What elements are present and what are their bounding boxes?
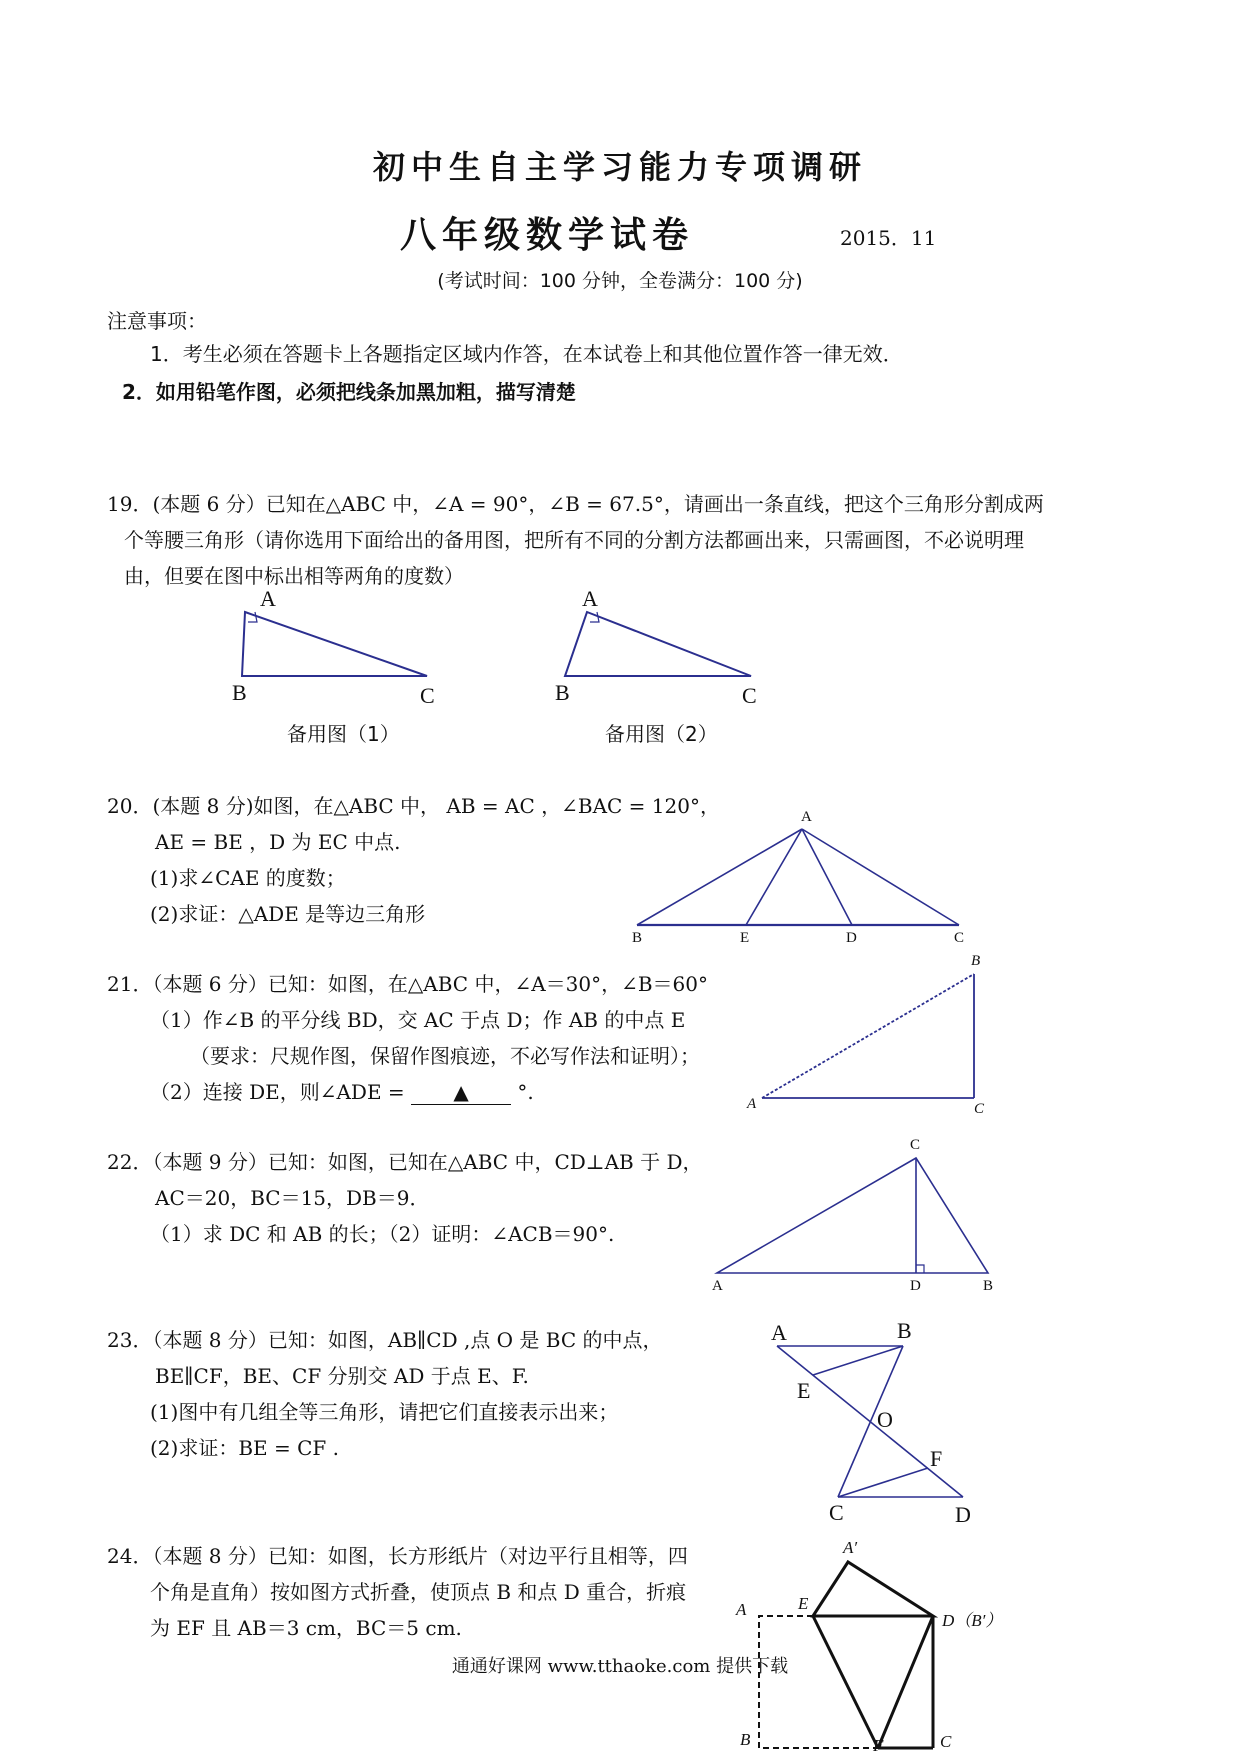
q21-line-3: （要求：尺规作图，保留作图痕迹，不必写作法和证明）； [190,1044,700,1068]
q21-label-c: C [974,1101,985,1117]
q22-label-d: D [910,1278,921,1294]
q24-label-f: F [873,1736,884,1755]
q20-label-e: E [740,930,750,946]
q24-line-1: 24．（本题 8 分）已知：如图，长方形纸片（对边平行且相等，四 [107,1544,688,1568]
exam-date: 2015．11 [840,226,937,250]
q20-label-a: A [801,809,812,825]
q19-fig2-label-c: C [742,683,757,708]
q24-label-a-prime: A′ [843,1538,858,1557]
q24-label-c: C [940,1732,952,1751]
exam-info: (考试时间：100 分钟，全卷满分：100 分) [437,270,803,292]
q20-label-d: D [846,930,857,946]
q22-label-a: A [712,1278,723,1294]
q23-line-1: 23．（本题 8 分）已知：如图，AB∥CD ,点 O 是 BC 的中点， [107,1328,663,1352]
q23-line-4: (2)求证：BE = CF . [150,1436,339,1460]
q23-label-o: O [877,1407,893,1432]
q21-line-4-unit: °. [517,1080,534,1104]
q19-fig1-label-a: A [260,586,276,611]
q22-line-2: AC＝20，BC＝15，DB＝9． [155,1186,430,1210]
notes-item-1: 1．考生必须在答题卡上各题指定区域内作答，在本试卷上和其他位置作答一律无效． [150,342,903,366]
q23-label-c: C [829,1500,844,1525]
q19-line-2: 个等腰三角形（请你选用下面给出的备用图，把所有不同的分割方法都画出来，只需画图，不必说明理 [124,528,1024,552]
q22-label-c: C [910,1137,921,1153]
q24-folded-triangle [813,1562,933,1616]
q19-fig2-caption: 备用图（2） [605,722,718,746]
page-footer: 通通好课网 www.tthaoke.com 提供下载 [451,1656,789,1677]
q20-label-c: C [954,930,965,946]
q21-line-2: （1）作∠B 的平分线 BD，交 AC 于点 D；作 AB 的中点 E [150,1008,686,1032]
q21-line-4-text: （2）连接 DE，则∠ADE = [150,1080,405,1104]
q24-label-a: A [736,1600,747,1619]
q22-line-3: （1）求 DC 和 AB 的长；（2）证明：∠ACB＝90°. [150,1222,615,1246]
q19-line-1: 19．(本题 6 分）已知在△ABC 中，∠A = 90°，∠B = 67.5°，请画出一条直线，把这个三角形分割成两 [107,492,1044,516]
q24-line-3: 为 EF 且 AB＝3 cm，BC＝5 cm. [150,1616,462,1640]
q21-line-1: 21．（本题 6 分）已知：如图，在△ABC 中，∠A＝30°，∠B＝60° [107,972,708,996]
exam-subtitle: 八年级数学试卷 [400,215,695,256]
q19-fig2-label-a: A [582,586,598,611]
q24-crease-ef [813,1616,878,1748]
q24-segment-df [878,1616,933,1748]
q23-line-2: BE∥CF，BE、CF 分别交 AD 于点 E、F. [155,1364,529,1388]
q23-label-a: A [771,1320,787,1345]
q20-line-2: AE = BE ，D 为 EC 中点. [155,830,401,854]
notes-heading: 注意事项： [107,309,207,333]
q19-fig1-label-b: B [232,680,247,705]
q19-fig1-label-c: C [420,683,435,708]
q24-original-corner [759,1616,878,1748]
q21-answer-blank: ▲ [411,1080,511,1105]
q22-label-b: B [983,1278,994,1294]
q20-line-1: 20．(本题 8 分)如图，在△ABC 中， AB = AC ，∠BAC = 120°， [107,794,720,818]
q20-label-b: B [632,930,643,946]
q19-fig1-caption: 备用图（1） [287,722,400,746]
q19-line-3: 由，但要在图中标出相等两角的度数） [124,564,464,588]
q21-label-b: B [971,953,981,969]
q22-line-1: 22．（本题 9 分）已知：如图，已知在△ABC 中，CD⊥AB 于 D， [107,1150,703,1174]
q23-label-b: B [897,1318,912,1343]
q23-label-e: E [797,1378,811,1403]
notes-item-2: 2．如用铅笔作图，必须把线条加黑加粗，描写清楚 [122,380,576,404]
q23-label-d: D [955,1502,971,1527]
q24-label-e: E [798,1594,809,1613]
q20-line-4: (2)求证：△ADE 是等边三角形 [150,902,426,926]
q23-line-3: (1)图中有几组全等三角形，请把它们直接表示出来； [150,1400,619,1424]
q19-fig2-label-b: B [555,680,570,705]
q24-line-2: 个角是直角）按如图方式折叠，使顶点 B 和点 D 重合，折痕 [150,1580,687,1604]
q24-label-d-b-prime: D（B′） [942,1611,1003,1630]
page-title: 初中生自主学习能力专项调研 [372,148,867,186]
q21-label-a: A [747,1096,757,1112]
q24-label-b: B [740,1730,751,1749]
q23-label-f: F [930,1446,943,1471]
q20-line-3: (1)求∠CAE 的度数； [150,866,346,890]
